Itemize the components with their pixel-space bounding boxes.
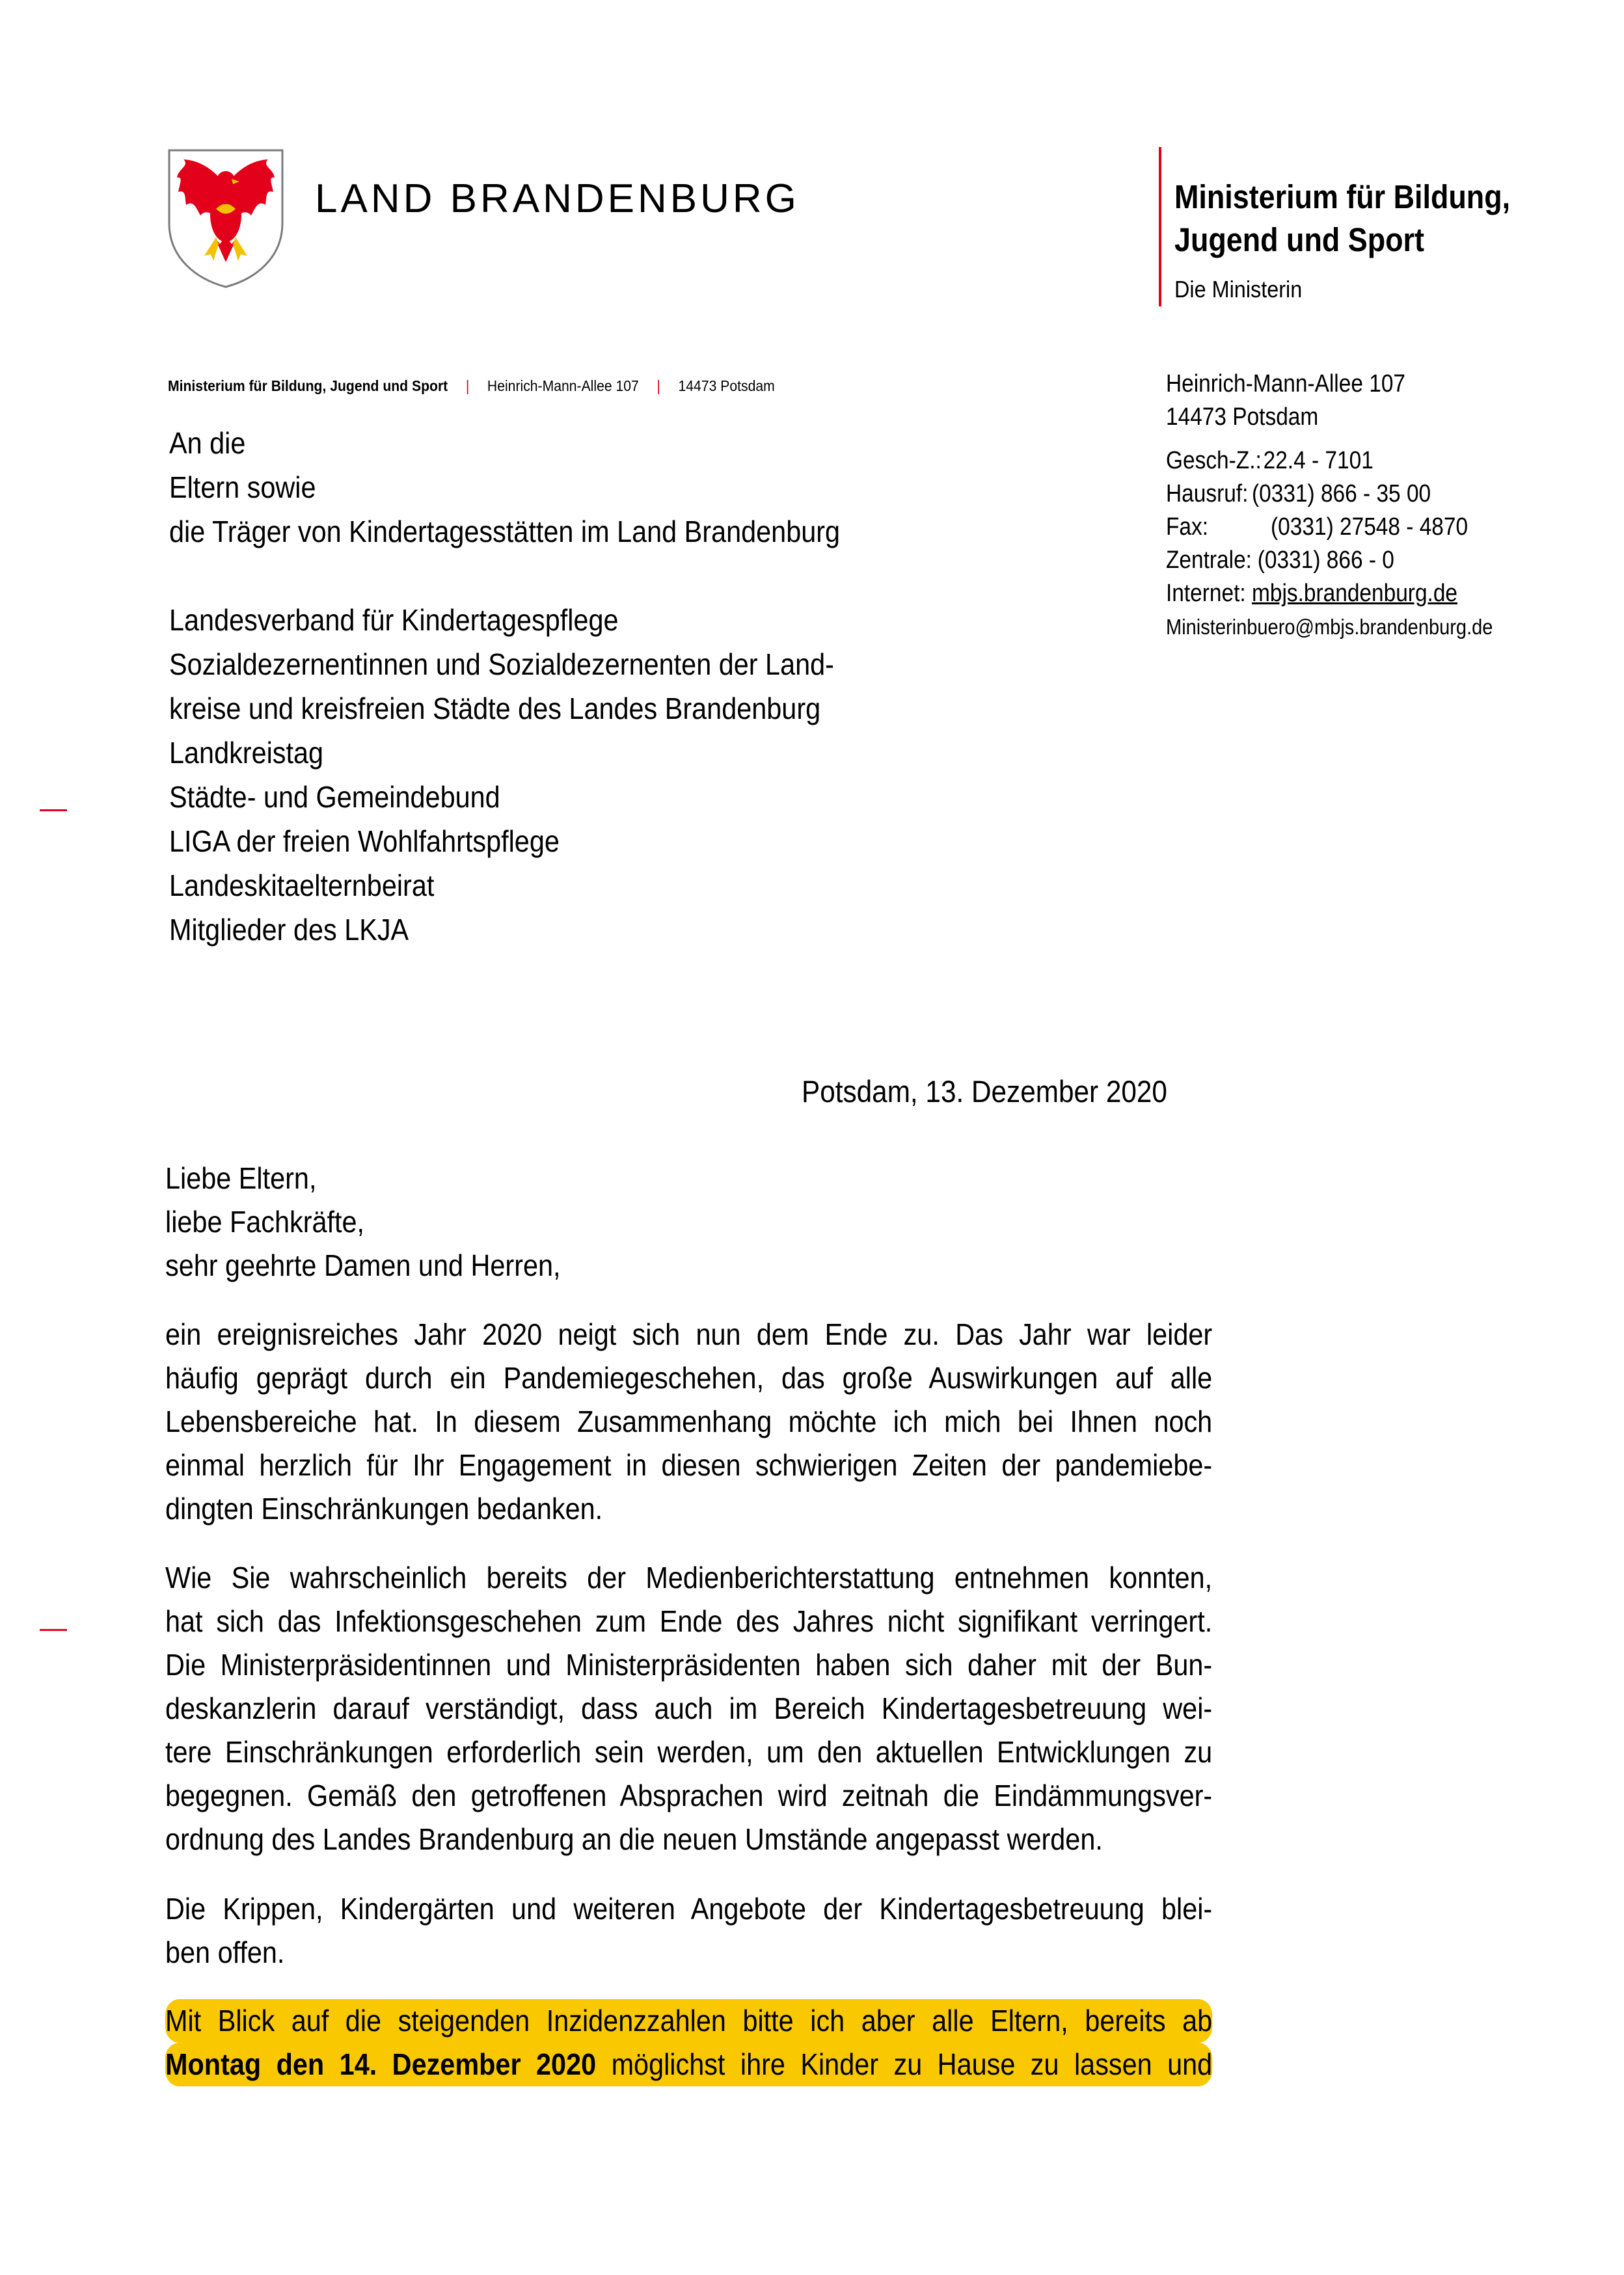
paragraph-line: tere Einschränkungen erforderlich sein werden, um den aktuellen Entwicklungen zu [165, 1735, 1213, 1769]
paragraph-line: häufig geprägt durch ein Pandemiegeschehen, das große Auswirkungen auf alle [165, 1361, 1213, 1395]
paragraph-1 [165, 1313, 1212, 1531]
ministry-name-line1: Ministerium für Bildung, [1174, 178, 1511, 215]
letter-date: Potsdam, 13. Dezember 2020 [802, 1074, 1167, 1109]
recipient-line: An die [169, 426, 246, 460]
paragraph-line: deskanzlerin darauf verständigt, dass auch im Bereich Kindertagesbetreuung wei- [165, 1691, 1213, 1725]
recipient-line: kreise und kreisfreien Städte des Landes Brandenburg [169, 692, 821, 725]
recipient-line: Sozialdezernentinnen und Sozialdezernenten der Land- [169, 647, 834, 681]
separator: | [656, 377, 660, 394]
contact-city: 14473 Potsdam [1166, 403, 1319, 431]
hausruf-label: Hausruf: [1166, 480, 1249, 507]
contact-gesch [1166, 444, 1493, 478]
contact-fax [1166, 511, 1493, 544]
separator: | [465, 377, 470, 394]
recipient-line: Städte- und Gemeindebund [169, 780, 500, 814]
sender-street: Heinrich-Mann-Allee 107 [487, 377, 639, 394]
recipient-line: die Träger von Kindertagesstätten im Land Brandenburg [169, 515, 841, 548]
gesch-label: Gesch-Z.: [1166, 447, 1262, 474]
fold-mark [40, 809, 67, 811]
spacer [169, 554, 840, 598]
salutation-line: sehr geehrte Damen und Herren, [165, 1248, 561, 1282]
contact-internet [1166, 577, 1493, 610]
paragraph-3 [165, 1887, 1212, 1974]
coat-of-arms-icon [164, 146, 288, 289]
recipient-line: Eltern sowie [169, 470, 316, 504]
ministry-accent-rule [1159, 147, 1161, 306]
salutation-line: Liebe Eltern, [165, 1161, 317, 1195]
paragraph-line: ben offen. [165, 1935, 285, 1969]
fold-mark [40, 1629, 67, 1631]
paragraph-line: dingten Einschränkungen bedanken. [165, 1492, 603, 1526]
ministry-subtitle: Die Ministerin [1174, 276, 1303, 303]
sender-line [168, 377, 775, 395]
sender-name: Ministerium für Bildung, Jugend und Sport [168, 377, 448, 394]
hausruf-value: (0331) 866 - 35 00 [1252, 480, 1431, 507]
paragraph-line: Die Krippen, Kindergärten und weiteren Angebote der Kindertagesbetreuung blei- [165, 1892, 1213, 1926]
land-title: LAND BRANDENBURG [315, 176, 800, 221]
email-link[interactable]: Ministerinbuero@mbjs.brandenburg.de [1166, 615, 1493, 639]
ministry-name-line2: Jugend und Sport [1174, 221, 1424, 258]
contact-zentrale [1166, 544, 1493, 577]
spacer [1166, 434, 1493, 444]
paragraph-line: Die Ministerpräsidentinnen und Ministerpräsidenten haben sich daher mit der Bun- [165, 1648, 1213, 1682]
highlighted-line: Mit Blick auf die steigenden Inzidenzzahlen bitte ich aber alle Eltern, bereits ab [165, 1999, 1212, 2043]
recipient-line: Landeskitaelternbeirat [169, 868, 435, 902]
paragraph-line: ein ereignisreiches Jahr 2020 neigt sich nun dem Ende zu. Das Jahr war leider [165, 1317, 1213, 1351]
internet-label: Internet: [1166, 580, 1246, 607]
gesch-value: 22.4 - 7101 [1263, 447, 1374, 474]
salutation-line: liebe Fachkräfte, [165, 1205, 365, 1239]
contact-hausruf [1166, 478, 1493, 511]
paragraph-2 [165, 1556, 1212, 1861]
sender-city: 14473 Potsdam [678, 377, 775, 394]
recipient-line: LIGA der freien Wohlfahrtspflege [169, 824, 560, 858]
highlighted-line [165, 2043, 1212, 2086]
paragraph-line: ordnung des Landes Brandenburg an die neuen Umstände angepasst werden. [165, 1822, 1103, 1856]
recipient-block [169, 421, 840, 952]
highlighted-text: möglichst ihre Kinder zu Hause zu lassen und [596, 2047, 1213, 2081]
paragraph-line: einmal herzlich für Ihr Engagement in diesen schwierigen Zeiten der pandemiebe- [165, 1448, 1213, 1482]
paragraph-line: begegnen. Gemäß den getroffenen Absprachen wird zeitnah die Eindämmungsver- [165, 1779, 1213, 1812]
contact-block [1166, 368, 1493, 643]
paragraph-line: Wie Sie wahrscheinlich bereits der Medienberichterstattung entnehmen konnten, [165, 1561, 1213, 1595]
recipient-line: Landesverband für Kindertagespflege [169, 603, 619, 637]
recipient-line: Landkreistag [169, 736, 324, 770]
paragraph-4-highlighted [165, 1999, 1212, 2086]
salutation [165, 1157, 561, 1287]
ministry-name [1174, 176, 1510, 262]
fax-value: (0331) 27548 - 4870 [1271, 513, 1468, 541]
zentrale-label: Zentrale: [1166, 546, 1252, 574]
highlighted-date: Montag den 14. Dezember 2020 [165, 2047, 597, 2081]
paragraph-line: hat sich das Infektionsgeschehen zum Ende des Jahres nicht signifikant verringert. [165, 1604, 1213, 1638]
contact-street: Heinrich-Mann-Allee 107 [1166, 370, 1406, 397]
paragraph-line: Lebensbereiche hat. In diesem Zusammenhang möchte ich mich bei Ihnen noch [165, 1405, 1213, 1438]
fax-label: Fax: [1166, 513, 1209, 541]
recipient-line: Mitglieder des LKJA [169, 913, 409, 947]
zentrale-value: (0331) 866 - 0 [1257, 546, 1394, 574]
internet-link[interactable]: mbjs.brandenburg.de [1252, 580, 1458, 607]
